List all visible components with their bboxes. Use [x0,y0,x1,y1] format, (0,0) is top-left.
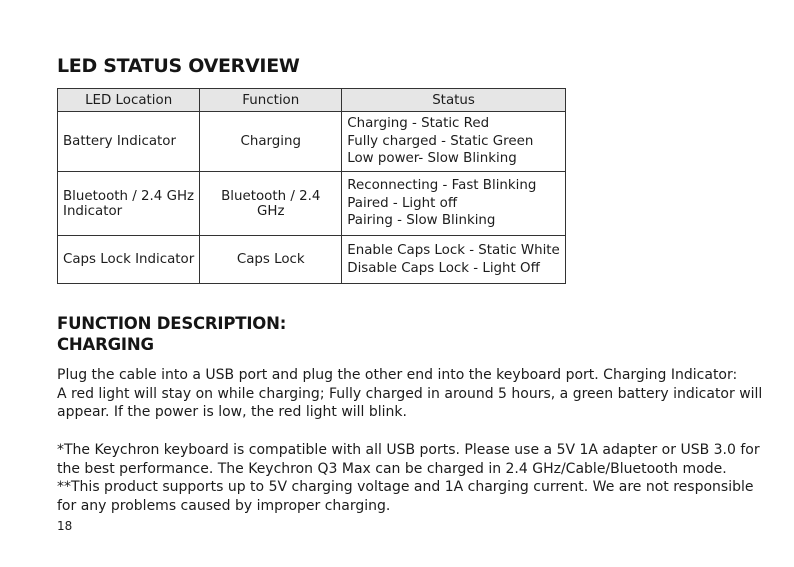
table-row [58,172,566,236]
paragraph-line: appear. If the power is low, the red light will blink. [57,404,407,420]
page-number: 18 [57,519,73,533]
table-header-row [58,89,566,112]
cell-line: Indicator [63,203,123,219]
led-location-cell [58,112,200,172]
led-location-cell [58,172,200,236]
paragraph-line: Plug the cable into a USB port and plug the other end into the keyboard port. Charging Indicator: [57,367,738,383]
paragraph-line: *The Keychron keyboard is compatible with all USB ports. Please use a 5V 1A adapter or USB 3.0 for [57,442,760,458]
cell-line: Low power- Slow Blinking [347,151,517,167]
function-cell: Charging [200,112,342,172]
status-cell [342,112,566,172]
paragraph-line: for any problems caused by improper charging. [57,497,391,514]
cell-line: Reconnecting - Fast Blinking [347,178,537,194]
paragraph-line: A red light will stay on while charging; Fully charged in around 5 hours, a green battery indicator will [57,385,763,402]
function-cell: Caps Lock [200,236,342,284]
cell-line: Disable Caps Lock - Light Off [347,260,540,276]
table-row [58,236,566,284]
table-row [58,112,566,172]
led-status-table [57,88,566,284]
header-status: Status [342,89,566,112]
cell-line: Battery Indicator [63,134,176,149]
function-cell: Bluetooth / 2.4 GHz [200,172,342,236]
led-status-title: LED STATUS OVERVIEW [57,55,300,77]
cell-line: Pairing - Slow Blinking [347,213,496,229]
cell-line: Charging - Static Red [347,116,490,132]
function-description-title: FUNCTION DESCRIPTION: [57,314,287,333]
cell-line: Enable Caps Lock - Static White [347,243,560,258]
compatibility-note [57,441,760,515]
status-cell [342,172,566,236]
paragraph-line: **This product supports up to 5V charging voltage and 1A charging current. We are not responsible [57,479,754,495]
charging-subtitle: CHARGING [57,335,154,354]
status-cell [342,236,566,284]
led-location-cell [58,236,200,284]
paragraph-line: the best performance. The Keychron Q3 Max can be charged in 2.4 GHz/Cable/Bluetooth mode. [57,460,727,477]
cell-line: Paired - Light off [347,195,458,211]
header-function: Function [200,89,342,112]
charging-paragraph [57,366,763,422]
cell-line: Fully charged - Static Green [347,133,534,149]
header-led-location: LED Location [58,89,200,112]
cell-line: Bluetooth / 2.4 GHz [63,188,195,204]
cell-line: Caps Lock Indicator [63,252,195,267]
